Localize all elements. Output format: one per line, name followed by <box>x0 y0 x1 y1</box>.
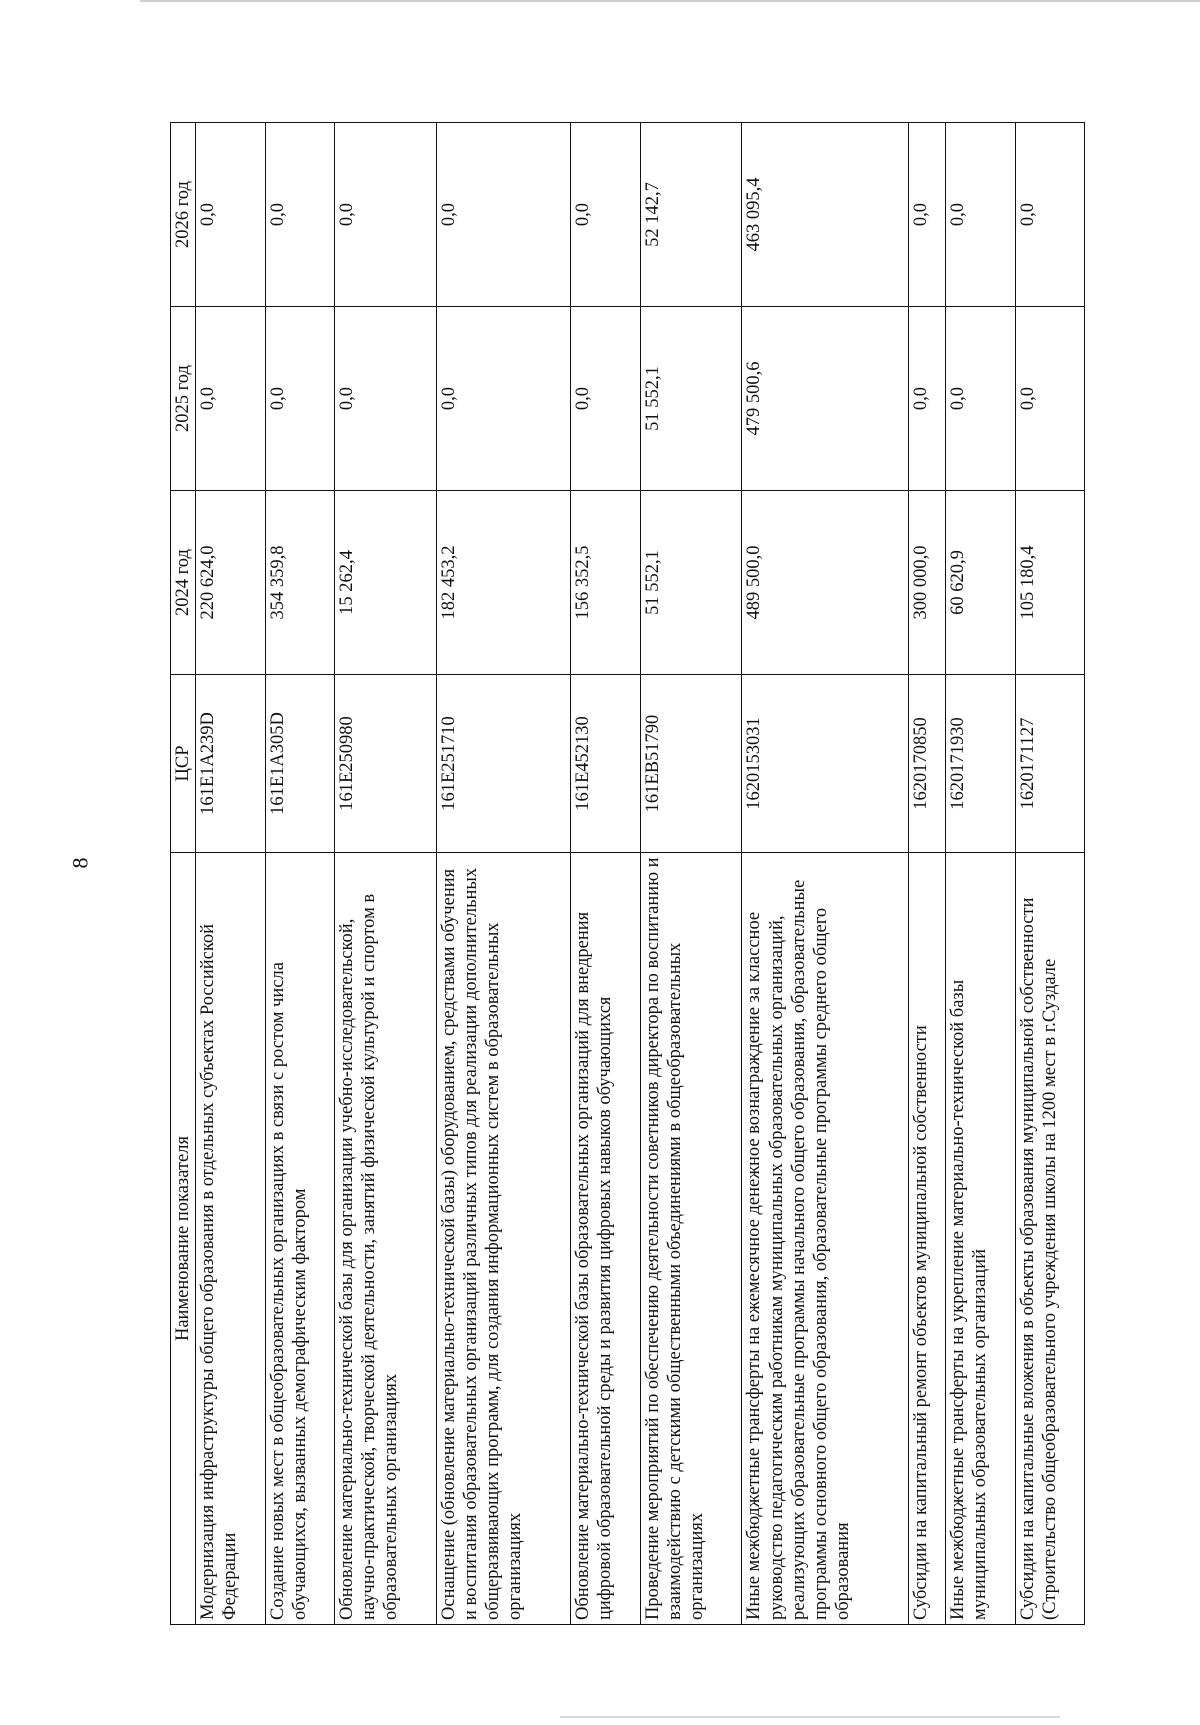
row-name: Субсидии на капитальные вложения в объекты образования муниципальной собственности (Строительство общеобразовательного учреждения школы на 1200 мест в г.Суздале <box>1015 853 1084 1625</box>
row-2025: 0,0 <box>571 307 640 491</box>
table-row <box>742 123 909 1625</box>
row-2024: 300 000,0 <box>909 491 946 675</box>
row-2025: 51 552,1 <box>640 307 742 491</box>
row-2024: 156 352,5 <box>571 491 640 675</box>
budget-table <box>170 122 1085 1625</box>
table-row <box>909 123 946 1625</box>
row-2024: 220 624,0 <box>196 491 265 675</box>
row-csr: 161E452130 <box>571 675 640 853</box>
row-2024: 182 453,2 <box>436 491 570 675</box>
row-name: Создание новых мест в общеобразовательных организациях в связи с ростом числа обучающихся, вызванных демографическим фактором <box>265 853 334 1625</box>
header-2024: 2024 год <box>171 491 196 675</box>
page-number: 8 <box>67 857 93 869</box>
row-2026: 0,0 <box>1015 123 1084 307</box>
row-2025: 479 500,6 <box>742 307 909 491</box>
row-name: Иные межбюджетные трансферты на ежемесячное денежное вознаграждение за классное руководство педагогическим работникам муниципальных образовательных организаций, реализующих образовательные программы начального общего образования, образовательные программы основного общего образования, образовательные программы среднего общего образования <box>742 853 909 1625</box>
row-name: Обновление материально-технической базы образовательных организаций для внедрения цифровой образовательной среды и развития цифровых навыков обучающихся <box>571 853 640 1625</box>
row-csr: 1620171127 <box>1015 675 1084 853</box>
row-2024: 51 552,1 <box>640 491 742 675</box>
row-csr: 161E1A239D <box>196 675 265 853</box>
row-2025: 0,0 <box>436 307 570 491</box>
row-csr: 161E251710 <box>436 675 570 853</box>
header-2025: 2025 год <box>171 307 196 491</box>
table-row <box>196 123 265 1625</box>
header-csr: ЦСР <box>171 675 196 853</box>
row-2026: 52 142,7 <box>640 123 742 307</box>
scan-edge-bottom <box>560 1716 1060 1718</box>
header-2026: 2026 год <box>171 123 196 307</box>
row-2025: 0,0 <box>196 307 265 491</box>
row-csr: 1620153031 <box>742 675 909 853</box>
row-2025: 0,0 <box>334 307 436 491</box>
table-row <box>334 123 436 1625</box>
table-header-row <box>171 123 196 1625</box>
row-csr: 1620171930 <box>946 675 1015 853</box>
row-2025: 0,0 <box>909 307 946 491</box>
scan-edge-top <box>140 0 1200 2</box>
header-name: Наименование показателя <box>171 853 196 1625</box>
row-2024: 15 262,4 <box>334 491 436 675</box>
row-name: Оснащение (обновление материально-технической базы) оборудованием, средствами обучения и воспитания образовательных организаций различных типов для реализации дополнительных общеразвивающих программ, для создания информационных систем в образовательных организациях <box>436 853 570 1625</box>
row-2026: 0,0 <box>571 123 640 307</box>
row-csr: 161E250980 <box>334 675 436 853</box>
table-row <box>640 123 742 1625</box>
row-name: Проведение мероприятий по обеспечению деятельности советников директора по воспитанию и взаимодействию с детскими общественными объединениями в общеобразовательных организациях <box>640 853 742 1625</box>
row-2026: 0,0 <box>436 123 570 307</box>
row-2024: 354 359,8 <box>265 491 334 675</box>
table-row <box>265 123 334 1625</box>
table-row <box>436 123 570 1625</box>
row-2026: 0,0 <box>265 123 334 307</box>
row-2025: 0,0 <box>1015 307 1084 491</box>
rotated-table-container <box>170 123 1085 1625</box>
row-2026: 0,0 <box>946 123 1015 307</box>
row-csr: 1620170850 <box>909 675 946 853</box>
row-2024: 489 500,0 <box>742 491 909 675</box>
row-2024: 105 180,4 <box>1015 491 1084 675</box>
row-2025: 0,0 <box>946 307 1015 491</box>
row-2024: 60 620,9 <box>946 491 1015 675</box>
table-row <box>946 123 1015 1625</box>
row-csr: 161EB51790 <box>640 675 742 853</box>
row-2025: 0,0 <box>265 307 334 491</box>
table-row <box>1015 123 1084 1625</box>
row-2026: 463 095,4 <box>742 123 909 307</box>
row-csr: 161E1A305D <box>265 675 334 853</box>
table-row <box>571 123 640 1625</box>
row-2026: 0,0 <box>334 123 436 307</box>
row-name: Модернизация инфраструктуры общего образования в отдельных субъектах Российской Федерации <box>196 853 265 1625</box>
row-name: Обновление материально-технической базы для организации учебно-исследовательской, научно-практической, творческой деятельности, занятий физической культурой и спортом в образовательных организациях <box>334 853 436 1625</box>
row-2026: 0,0 <box>909 123 946 307</box>
row-2026: 0,0 <box>196 123 265 307</box>
row-name: Иные межбюджетные трансферты на укрепление материально-технической базы муниципальных образовательных организаций <box>946 853 1015 1625</box>
row-name: Субсидии на капитальный ремонт объектов муниципальной собственности <box>909 853 946 1625</box>
